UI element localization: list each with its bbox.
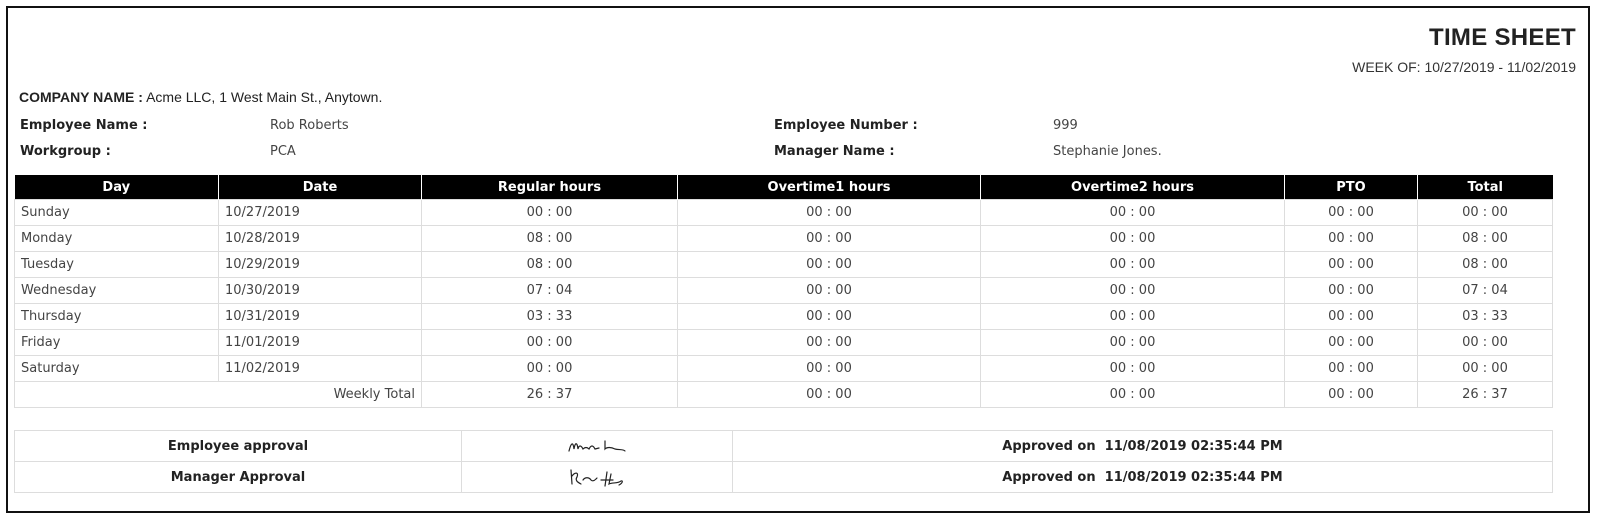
company-value: Acme LLC, 1 West Main St., Anytown. <box>146 89 383 105</box>
overtime1-cell: 00 : 00 <box>678 278 981 304</box>
approved-on-label: Approved on <box>1002 469 1096 485</box>
workgroup-label: Workgroup : <box>20 144 111 159</box>
day-cell: Sunday <box>15 200 219 226</box>
day-cell: Saturday <box>15 356 219 382</box>
employee-signature-cell <box>462 431 733 462</box>
day-cell: Wednesday <box>15 278 219 304</box>
total-cell: 03 : 33 <box>1418 304 1553 330</box>
regular-cell: 00 : 00 <box>422 330 678 356</box>
weekly-total-overtime1: 00 : 00 <box>678 382 981 408</box>
overtime2-cell: 00 : 00 <box>981 330 1285 356</box>
employee-number-row <box>774 118 918 133</box>
overtime1-cell: 00 : 00 <box>678 356 981 382</box>
manager-approval-row <box>15 462 1553 493</box>
date-cell: 11/01/2019 <box>219 330 422 356</box>
week-of <box>1352 59 1576 75</box>
total-cell: 00 : 00 <box>1418 200 1553 226</box>
day-cell: Tuesday <box>15 252 219 278</box>
company-line <box>19 89 382 105</box>
date-cell: 11/02/2019 <box>219 356 422 382</box>
weekly-total-row <box>15 382 1553 408</box>
col-header-overtime2: Overtime2 hours <box>981 175 1285 200</box>
date-cell: 10/27/2019 <box>219 200 422 226</box>
company-label: COMPANY NAME : <box>19 89 143 105</box>
pto-cell: 00 : 00 <box>1285 278 1418 304</box>
day-cell: Thursday <box>15 304 219 330</box>
regular-cell: 07 : 04 <box>422 278 678 304</box>
workgroup-value: PCA <box>270 144 296 159</box>
overtime1-cell: 00 : 00 <box>678 304 981 330</box>
regular-cell: 08 : 00 <box>422 252 678 278</box>
employee-approved-on <box>733 431 1553 462</box>
pto-cell: 00 : 00 <box>1285 304 1418 330</box>
manager-approved-on <box>733 462 1553 493</box>
employee-name-row <box>20 118 148 133</box>
col-header-day: Day <box>15 175 219 200</box>
employee-number-cell <box>1053 118 1078 133</box>
regular-cell: 00 : 00 <box>422 200 678 226</box>
overtime2-cell: 00 : 00 <box>981 278 1285 304</box>
pto-cell: 00 : 00 <box>1285 330 1418 356</box>
workgroup-cell <box>270 144 296 159</box>
date-cell: 10/28/2019 <box>219 226 422 252</box>
date-cell: 10/30/2019 <box>219 278 422 304</box>
day-cell: Monday <box>15 226 219 252</box>
weekly-total-overtime2: 00 : 00 <box>981 382 1285 408</box>
employee-signature-icon <box>565 435 629 457</box>
col-header-total: Total <box>1418 175 1553 200</box>
regular-cell: 00 : 00 <box>422 356 678 382</box>
workgroup-row <box>20 144 111 159</box>
manager-approval-label: Manager Approval <box>15 462 462 493</box>
pto-cell: 00 : 00 <box>1285 356 1418 382</box>
employee-name-value: Rob Roberts <box>270 118 349 133</box>
col-header-overtime1: Overtime1 hours <box>678 175 981 200</box>
total-cell: 00 : 00 <box>1418 356 1553 382</box>
table-row <box>15 252 1553 278</box>
table-row <box>15 356 1553 382</box>
employee-name-cell <box>270 118 349 133</box>
employee-approval-label: Employee approval <box>15 431 462 462</box>
total-cell: 07 : 04 <box>1418 278 1553 304</box>
overtime1-cell: 00 : 00 <box>678 330 981 356</box>
manager-name-label: Manager Name : <box>774 144 895 159</box>
weekly-total-label: Weekly Total <box>15 382 422 408</box>
overtime2-cell: 00 : 00 <box>981 200 1285 226</box>
employee-number-value: 999 <box>1053 118 1078 133</box>
table-row <box>15 304 1553 330</box>
pto-cell: 00 : 00 <box>1285 200 1418 226</box>
page-title: TIME SHEET <box>1428 24 1576 51</box>
regular-cell: 08 : 00 <box>422 226 678 252</box>
manager-signature-cell <box>462 462 733 493</box>
manager-name-row <box>774 144 895 159</box>
overtime1-cell: 00 : 00 <box>678 200 981 226</box>
manager-name-cell <box>1053 144 1162 159</box>
manager-name-value: Stephanie Jones. <box>1053 144 1162 159</box>
overtime1-cell: 00 : 00 <box>678 226 981 252</box>
overtime1-cell: 00 : 00 <box>678 252 981 278</box>
date-cell: 10/29/2019 <box>219 252 422 278</box>
employee-approval-row <box>15 431 1553 462</box>
weekly-total-regular: 26 : 37 <box>422 382 678 408</box>
weekly-total-total: 26 : 37 <box>1418 382 1553 408</box>
col-header-pto: PTO <box>1285 175 1418 200</box>
overtime2-cell: 00 : 00 <box>981 356 1285 382</box>
approved-on-label: Approved on <box>1002 438 1096 454</box>
overtime2-cell: 00 : 00 <box>981 226 1285 252</box>
approval-table <box>14 430 1553 493</box>
table-row <box>15 330 1553 356</box>
overtime2-cell: 00 : 00 <box>981 304 1285 330</box>
table-row <box>15 200 1553 226</box>
weekly-total-pto: 00 : 00 <box>1285 382 1418 408</box>
total-cell: 08 : 00 <box>1418 226 1553 252</box>
pto-cell: 00 : 00 <box>1285 252 1418 278</box>
col-header-regular: Regular hours <box>422 175 678 200</box>
manager-signature-icon <box>565 466 629 488</box>
overtime2-cell: 00 : 00 <box>981 252 1285 278</box>
timesheet-document <box>6 6 1590 513</box>
table-row <box>15 226 1553 252</box>
approved-on-value: 11/08/2019 02:35:44 PM <box>1104 469 1283 485</box>
total-cell: 00 : 00 <box>1418 330 1553 356</box>
employee-name-label: Employee Name : <box>20 118 148 133</box>
hours-table <box>14 175 1553 408</box>
date-cell: 10/31/2019 <box>219 304 422 330</box>
pto-cell: 00 : 00 <box>1285 226 1418 252</box>
col-header-date: Date <box>219 175 422 200</box>
approved-on-value: 11/08/2019 02:35:44 PM <box>1104 438 1283 454</box>
regular-cell: 03 : 33 <box>422 304 678 330</box>
total-cell: 08 : 00 <box>1418 252 1553 278</box>
hours-table-header <box>15 175 1553 200</box>
day-cell: Friday <box>15 330 219 356</box>
employee-number-label: Employee Number : <box>774 118 918 133</box>
table-row <box>15 278 1553 304</box>
week-of-value: 10/27/2019 - 11/02/2019 <box>1424 59 1576 75</box>
week-of-label: WEEK OF: <box>1352 59 1421 75</box>
